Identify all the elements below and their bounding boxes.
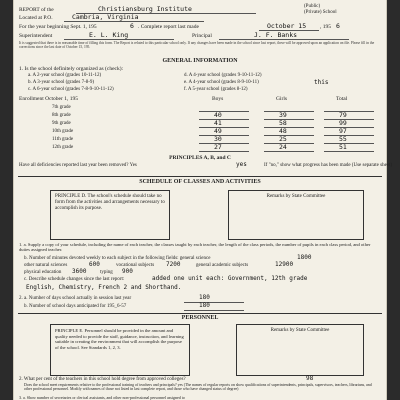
schedule-question-1: 1. a. Supply a copy of your schedule, including the name of each teacher, the classes taught by each teacher, the length of the class periods, the number of pupils in each class period, and other duties assigned teacher. <box>19 242 371 253</box>
principal-value: J. F. Banks <box>254 31 298 39</box>
principal-label: Principal <box>192 33 212 39</box>
public-label: (Public) <box>304 4 321 9</box>
grade-label: 8th grade <box>52 113 71 118</box>
days-next-label: b. Number of school days anticipated for 195_6-57 <box>24 304 127 309</box>
enrollment-label: Enrollment October 1, 195 <box>19 96 78 102</box>
typing-minutes: 900 <box>122 268 133 275</box>
school-name: Christiansburg Institute <box>98 5 192 13</box>
col-boys: Boys <box>212 96 224 102</box>
col-girls: Girls <box>276 96 287 102</box>
grade-label: 11th grade <box>52 137 74 142</box>
grade-label: 12th grade <box>52 145 74 150</box>
total-count: 99 <box>339 119 347 127</box>
option-6yr: c. A 6-year school (grades 7-8-9-10-11-12) <box>28 87 114 92</box>
vocational-label: vocational subjects <box>116 263 155 268</box>
degree-question: 2. What per cent of the teachers in this school hold degree from approved colleges? <box>19 377 186 382</box>
report-label: REPORT of the <box>19 7 54 13</box>
deficiency-rest: If "no," show what progress has been made (Use separate sheet) <box>264 163 393 168</box>
superintendent-label: Superintendent <box>19 33 53 39</box>
natural-sciences-label: other natural sciences <box>24 263 68 268</box>
last-report-date: October 15 <box>267 22 307 30</box>
secretaries-question: 3. a. Show number of secretaries or clerical assistants, and other non-professional personnel assigned to <box>19 395 185 400</box>
principle-e-text: PRINCIPLE E. Personnel should be provided in the amount and quality needed to provide the staff, guidance, instruction, and learning suitable in creating the environment that will accomplish the purpose of the school. See Standards 1, 2, 3. <box>55 328 184 350</box>
general-info-title: GENERAL INFORMATION <box>162 58 238 64</box>
academic-minutes: 12900 <box>275 261 294 268</box>
degree-answer: 98 <box>306 375 314 382</box>
grade-label: 7th grade <box>52 105 71 110</box>
vocational-minutes: 7200 <box>166 261 181 268</box>
minutes-label: b. Number of minutes devoted weekly to each subject in the following fields: general science <box>24 256 211 261</box>
superintendent-value: E. L. King <box>89 31 129 39</box>
remarks-box-personnel <box>236 324 364 376</box>
boys-count: 27 <box>214 143 222 151</box>
girls-count: 24 <box>279 143 287 151</box>
changes-label: c. Describe schedule changes since the last report: <box>24 277 125 282</box>
natural-sciences-minutes: 600 <box>89 261 100 268</box>
boys-count: 41 <box>214 119 222 127</box>
days-label: 2. a. Number of days school actually in session last year <box>19 296 132 301</box>
principle-e-box <box>50 324 190 376</box>
total-count: 79 <box>339 111 347 119</box>
boys-count: 40 <box>214 111 222 119</box>
header-note: It is suggested that there is in reasonable time of filling this form. The Report is related to this particular school only. If any changes have been made in the school since last report, these will be approved upon an application on file. Please fill in the corrections since the last date of October 15, 195. <box>19 41 375 50</box>
pe-label: physical education <box>24 270 62 275</box>
total-count: 97 <box>339 127 347 135</box>
principle-d-text: PRINCIPLE D. The school's schedule should take no form from the activities and arrangements necessary to accomplish its purpose. <box>55 194 165 212</box>
remarks-title: Remarks by State Committee <box>270 328 330 333</box>
deficiency-question: Have all deficiencies reported last year been removed? Yes <box>19 163 137 168</box>
year-digit: 6 <box>130 22 134 30</box>
principle-d-box <box>50 190 170 240</box>
remarks-box-schedule <box>228 190 364 240</box>
option-4yr-b: e. A 4-year school (grades 8-9-10-11) <box>184 80 259 85</box>
complete-label: . Complete report last made <box>138 24 199 30</box>
option-2yr: a. A 2-year school (grades 10-11-12) <box>28 73 102 78</box>
last-digit: 6 <box>336 22 340 30</box>
academic-label: general academic subjects <box>196 263 249 268</box>
year-label: For the year beginning Sept. 1, 195 <box>19 24 97 30</box>
days-value: 180 <box>199 294 210 301</box>
personnel-title: PERSONNEL <box>181 315 219 321</box>
total-count: 55 <box>339 135 347 143</box>
changes-text-2: English, Chemistry, French 2 and Shorthand. <box>26 284 182 291</box>
schedule-title: SCHEDULE OF CLASSES AND ACTIVITIES <box>139 179 261 185</box>
report-form-page <box>14 0 393 400</box>
typing-label: typing <box>100 270 113 275</box>
requirements-question: Does the school meet requirements relative to the professional training of teachers and principals? yes (The names of regular reports on show qualifications of superintendents, principals, supervisors, teachers, librarians, and other professional personnel. Modify with names of those not listed in last complete report, and those who have changed status of degree) <box>24 383 372 392</box>
girls-count: 48 <box>279 127 287 135</box>
located-label: Located at P.O. <box>19 15 53 21</box>
private-label: (Private) School <box>304 10 337 15</box>
pe-minutes: 3600 <box>72 268 87 275</box>
girls-count: 58 <box>279 119 287 127</box>
question-organized: 1. Is the school definitely organized as (check): <box>19 66 124 72</box>
option-5yr: f. A 5-year school (grades 8-12) <box>184 87 248 92</box>
year-suffix: , 195 <box>320 24 331 30</box>
organization-check: this <box>314 79 329 86</box>
boys-count: 30 <box>214 135 222 143</box>
grade-label: 9th grade <box>52 121 71 126</box>
changes-text: added one unit each: Government, 12th grade <box>152 275 308 282</box>
option-4yr: d. A 4-year school (grades 9-10-11-12) <box>184 73 262 78</box>
girls-count: 25 <box>279 135 287 143</box>
total-count: 51 <box>339 143 347 151</box>
remarks-title: Remarks by State Committee <box>266 194 326 199</box>
girls-count: 39 <box>279 111 287 119</box>
principles-abc: PRINCIPLES A, B, and C <box>169 155 231 161</box>
boys-count: 49 <box>214 127 222 135</box>
general-science-minutes: 1800 <box>297 254 312 261</box>
deficiency-answer: yes <box>236 161 247 168</box>
location-value: Cambria, Virginia <box>72 13 139 21</box>
option-3yr: b. A 3-year school (grades 7-8-9) <box>28 80 95 85</box>
days-next-value: 180 <box>199 302 210 309</box>
col-total: Total <box>336 96 348 102</box>
grade-label: 10th grade <box>52 129 74 134</box>
